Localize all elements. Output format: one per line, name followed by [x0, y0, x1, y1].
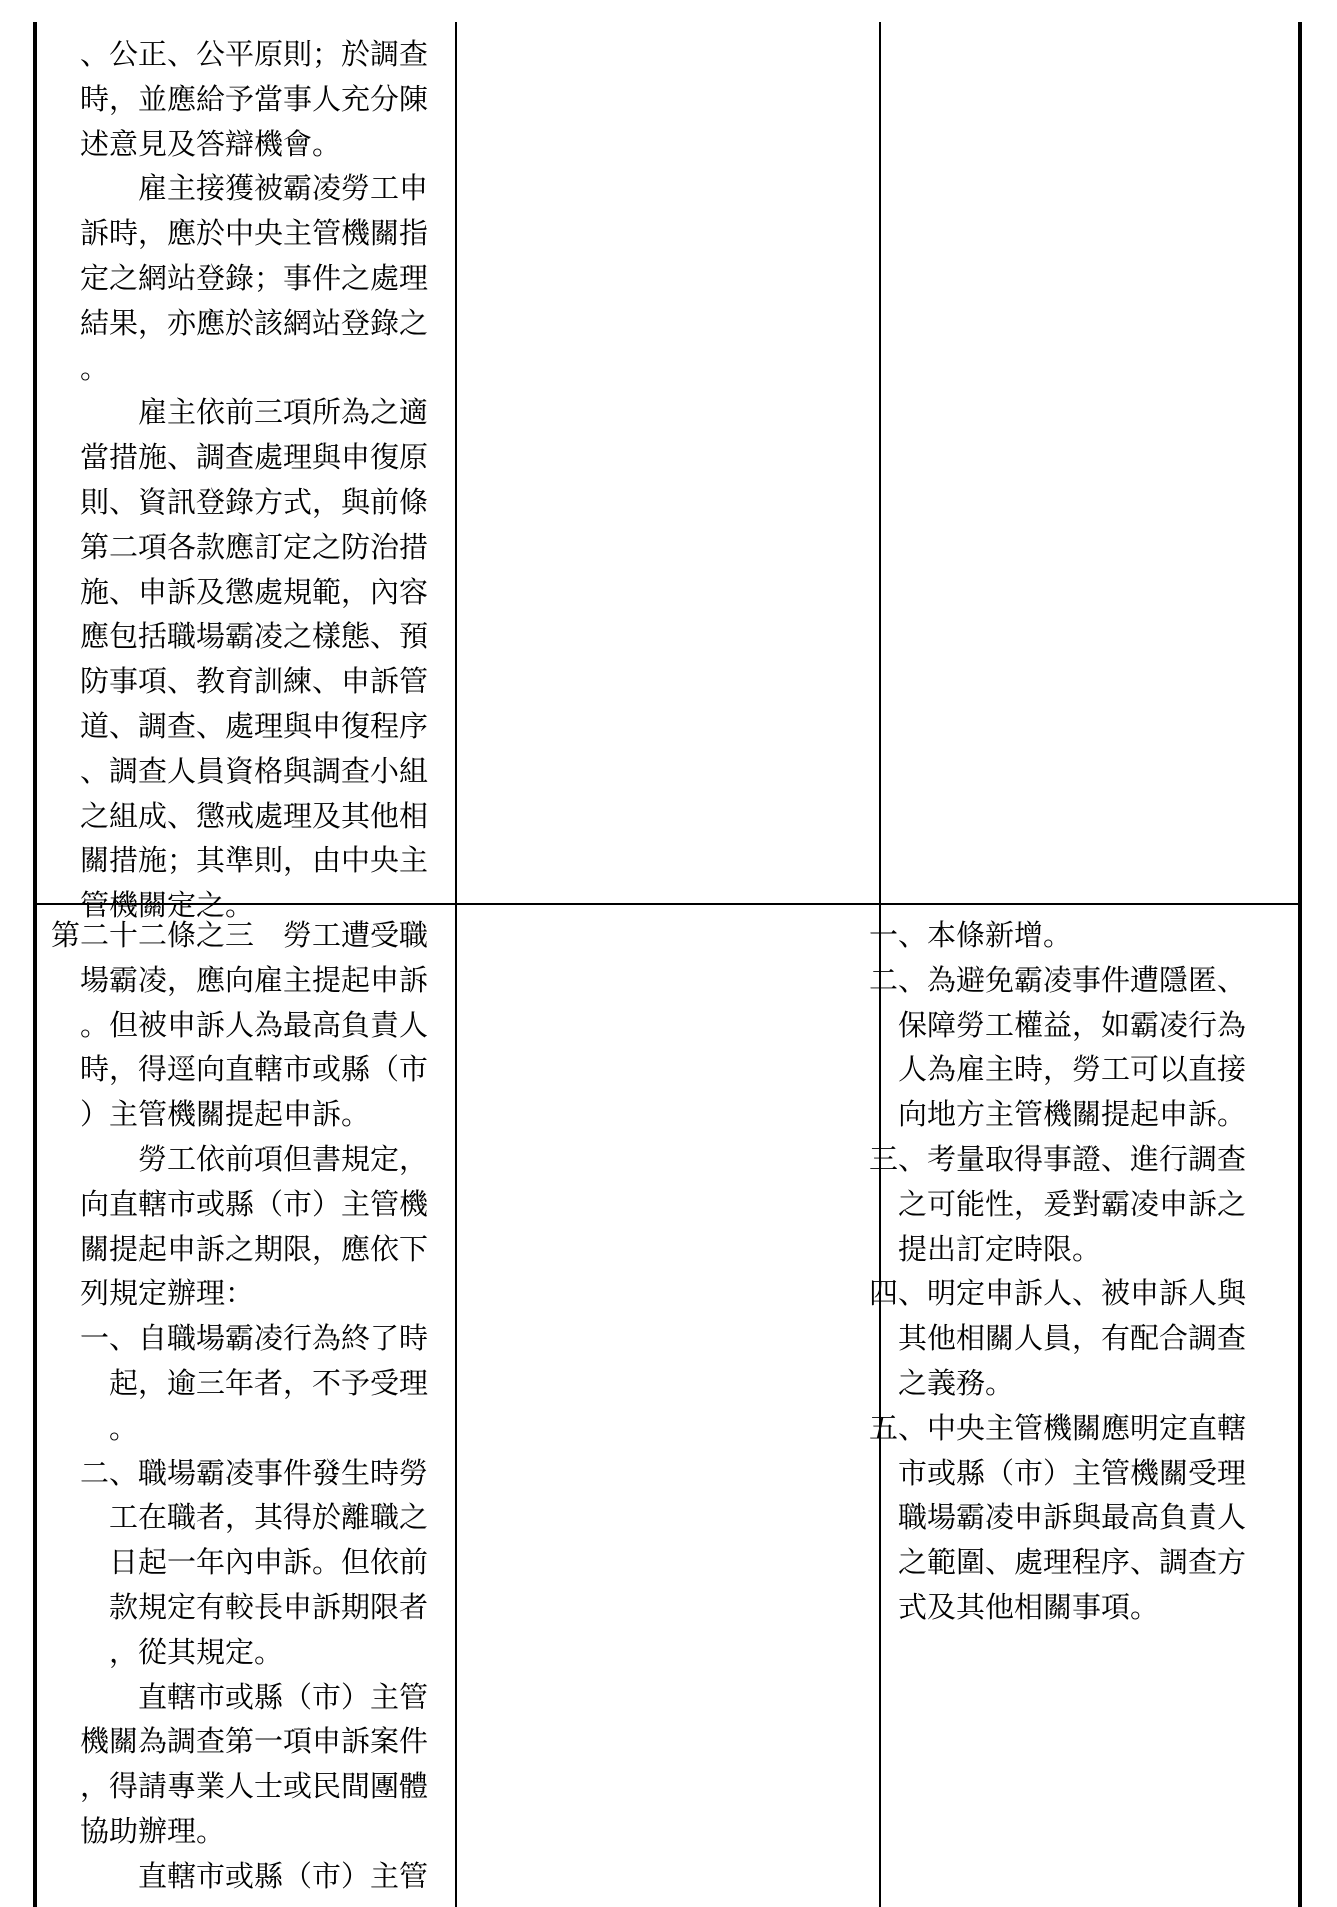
text-line: 、公正、公平原則；於調查 [80, 37, 429, 71]
text-line: 日起一年內申訴。但依前 [109, 1545, 429, 1580]
text-line: 一、自職場霸凌行為終了時 [80, 1321, 429, 1356]
text-line: 雇主接獲被霸凌勞工申 [138, 171, 429, 206]
text-line: 之範圍、處理程序、調查方 [898, 1545, 1247, 1580]
row1-amended-text-cell [80, 32, 450, 928]
text-line: 則、資訊登錄方式，與前條 [80, 484, 429, 519]
text-line: 式及其他相關事項。 [898, 1589, 1160, 1624]
text-line: 之義務。 [898, 1365, 1015, 1400]
row2-explanation-cell [869, 913, 1298, 1630]
text-line: 關措施；其準則，由中央主 [80, 843, 429, 878]
text-line: 之可能性，爰對霸凌申訴之 [898, 1186, 1247, 1221]
text-line: 五、中央主管機關應明定直轄 [869, 1410, 1247, 1445]
text-line: 列規定辦理： [80, 1276, 255, 1311]
text-line: 應包括職場霸凌之樣態、預 [80, 619, 429, 654]
text-line: 述意見及答辯機會。 [80, 126, 342, 161]
text-line: 協助辦理。 [80, 1813, 226, 1848]
text-line: 第二十二條之三 勞工遭受職 [51, 918, 429, 952]
text-line: 起，逾三年者，不予受理 [109, 1365, 429, 1400]
table-border-right [1298, 22, 1302, 1907]
text-line: 。 [80, 350, 110, 385]
text-line: 訴時，應於中央主管機關指 [80, 216, 429, 251]
text-line: 職場霸凌申訴與最高負責人 [898, 1500, 1247, 1535]
text-line: 向地方主管機關提起申訴。 [898, 1097, 1247, 1132]
text-line: 直轄市或縣（市）主管 [138, 1858, 429, 1893]
text-line: 第二項各款應訂定之防治措 [80, 529, 429, 564]
text-line: 直轄市或縣（市）主管 [138, 1679, 429, 1714]
table-border-left [33, 22, 37, 1907]
text-line: 之組成、懲戒處理及其他相 [80, 798, 429, 833]
text-line: ，得請專業人士或民間團體 [80, 1769, 429, 1804]
text-line: 款規定有較長申訴期限者 [109, 1589, 429, 1624]
text-line: 。但被申訴人為最高負責人 [80, 1007, 429, 1042]
text-line: ，從其規定。 [109, 1634, 284, 1669]
column-divider-1 [455, 22, 457, 1907]
text-line: 一、本條新增。 [869, 918, 1073, 952]
text-line: 保障勞工權益，如霸凌行為 [898, 1007, 1247, 1042]
text-line: 機關為調查第一項申訴案件 [80, 1724, 429, 1759]
text-line: ）主管機關提起申訴。 [80, 1097, 371, 1132]
text-line: 結果，亦應於該網站登錄之 [80, 305, 429, 340]
text-line: 三、考量取得事證、進行調查 [869, 1141, 1247, 1176]
text-line: 向直轄市或縣（市）主管機 [80, 1186, 429, 1221]
text-line: 工在職者，其得於離職之 [109, 1500, 429, 1535]
text-line: 人為雇主時，勞工可以直接 [898, 1052, 1247, 1087]
row2-amended-text-cell [51, 913, 450, 1899]
text-line: 、調查人員資格與調查小組 [80, 753, 429, 788]
text-line: 當措施、調查處理與申復原 [80, 440, 429, 475]
text-line: 勞工依前項但書規定， [138, 1141, 429, 1176]
text-line: 雇主依前三項所為之適 [138, 395, 429, 430]
text-line: 四、明定申訴人、被申訴人與 [869, 1276, 1247, 1311]
text-line: 場霸凌，應向雇主提起申訴 [80, 962, 429, 997]
text-line: 施、申訴及懲處規範，內容 [80, 574, 429, 609]
text-line: 防事項、教育訓練、申訴管 [80, 664, 429, 699]
text-line: 二、為避免霸凌事件遭隱匿、 [869, 962, 1247, 997]
text-line: 道、調查、處理與申復程序 [80, 708, 429, 743]
text-line: 時，得逕向直轄市或縣（市 [80, 1052, 429, 1087]
text-line: 其他相關人員，有配合調查 [898, 1321, 1247, 1356]
text-line: 提出訂定時限。 [898, 1231, 1102, 1266]
text-line: 二、職場霸凌事件發生時勞 [80, 1455, 429, 1490]
text-line: 管機關定之。 [80, 888, 255, 923]
text-line: 市或縣（市）主管機關受理 [898, 1455, 1247, 1490]
text-line: 關提起申訴之期限，應依下 [80, 1231, 429, 1266]
text-line: 。 [109, 1410, 139, 1445]
text-line: 時，並應給予當事人充分陳 [80, 81, 429, 116]
text-line: 定之網站登錄；事件之處理 [80, 260, 429, 295]
